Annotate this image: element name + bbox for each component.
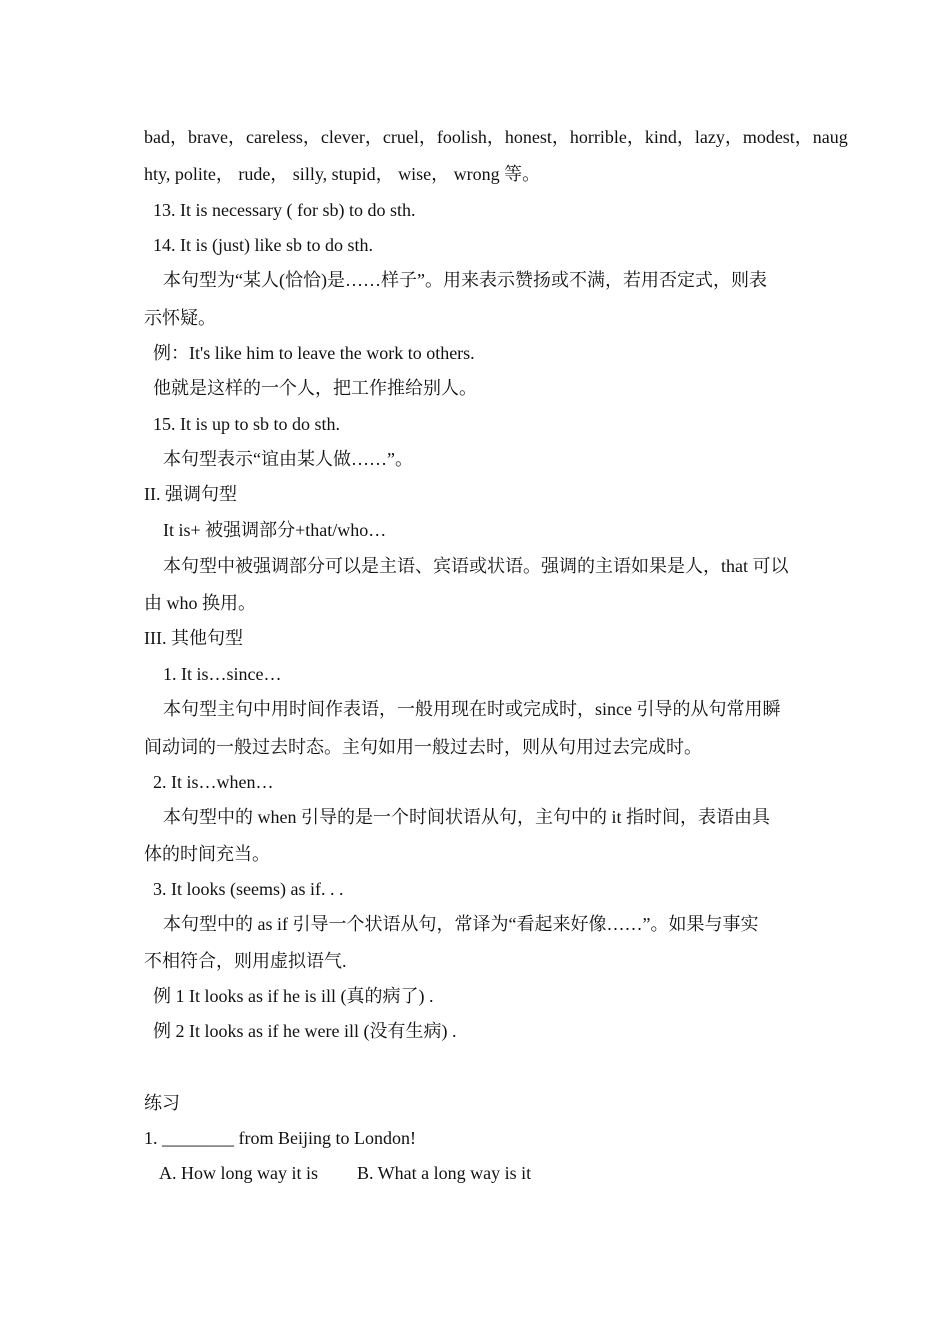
pattern-15: 15. It is up to sb to do sth. (153, 414, 341, 434)
section-3-pattern-1-note-line-2: 间动词的一般过去时态。主句如用一般过去时，则从句用过去完成时。 (144, 737, 702, 757)
section-3-pattern-3: 3. It looks (seems) as if. . . (153, 879, 344, 899)
exercise-heading: 练习 (144, 1093, 180, 1113)
section-3-pattern-1: 1. It is…since… (163, 664, 282, 684)
question-1-option-b: B. What a long way is it (357, 1163, 532, 1183)
section-3-pattern-3-note-line-1: 本句型中的 as if 引导一个状语从句，常译为“看起来好像……”。如果与事实 (163, 914, 759, 934)
pattern-14-note-line-1: 本句型为“某人(恰恰)是……样子”。用来表示赞扬或不满，若用否定式，则表 (163, 270, 767, 290)
section-3-pattern-2-note-line-2: 体的时间充当。 (144, 844, 270, 864)
pattern-15-note: 本句型表示“谊由某人做……”。 (163, 449, 413, 469)
section-3-pattern-2: 2. It is…when… (153, 772, 274, 792)
section-2-note-line-2: 由 who 换用。 (144, 593, 256, 613)
pattern-14-example: 例：It's like him to leave the work to others. (153, 343, 475, 363)
section-3-heading: III. 其他句型 (144, 628, 243, 648)
adjective-list-line-2: hty, polite， rude， silly, stupid， wise， wrong 等。 (144, 164, 541, 184)
pattern-14: 14. It is (just) like sb to do sth. (153, 235, 373, 255)
question-1-options (159, 1162, 532, 1184)
section-2-pattern: It is+ 被强调部分+that/who… (163, 520, 387, 540)
pattern-14-translation: 他就是这样的一个人，把工作推给别人。 (153, 378, 477, 398)
section-3-pattern-1-note-line-1: 本句型主句中用时间作表语，一般用现在时或完成时，since 引导的从句常用瞬 (163, 699, 781, 719)
pattern-14-note-line-2: 示怀疑。 (144, 308, 216, 328)
section-3-example-2: 例 2 It looks as if he were ill (没有生病) . (153, 1021, 457, 1041)
question-1-option-a: A. How long way it is (159, 1163, 318, 1183)
section-3-pattern-2-note-line-1: 本句型中的 when 引导的是一个时间状语从句，主句中的 it 指时间，表语由具 (163, 807, 770, 827)
question-1: 1. ________ from Beijing to London! (144, 1128, 416, 1148)
section-3-pattern-3-note-line-2: 不相符合，则用虚拟语气. (144, 951, 347, 971)
adjective-list-line-1: bad，brave，careless，clever，cruel，foolish，honest，horrible，kind，lazy，modest，naug (144, 127, 848, 147)
section-2-note-line-1: 本句型中被强调部分可以是主语、宾语或状语。强调的主语如果是人，that 可以 (163, 556, 789, 576)
pattern-13: 13. It is necessary ( for sb) to do sth. (153, 200, 416, 220)
section-2-heading: II. 强调句型 (144, 484, 237, 504)
section-3-example-1: 例 1 It looks as if he is ill (真的病了) . (153, 986, 434, 1006)
